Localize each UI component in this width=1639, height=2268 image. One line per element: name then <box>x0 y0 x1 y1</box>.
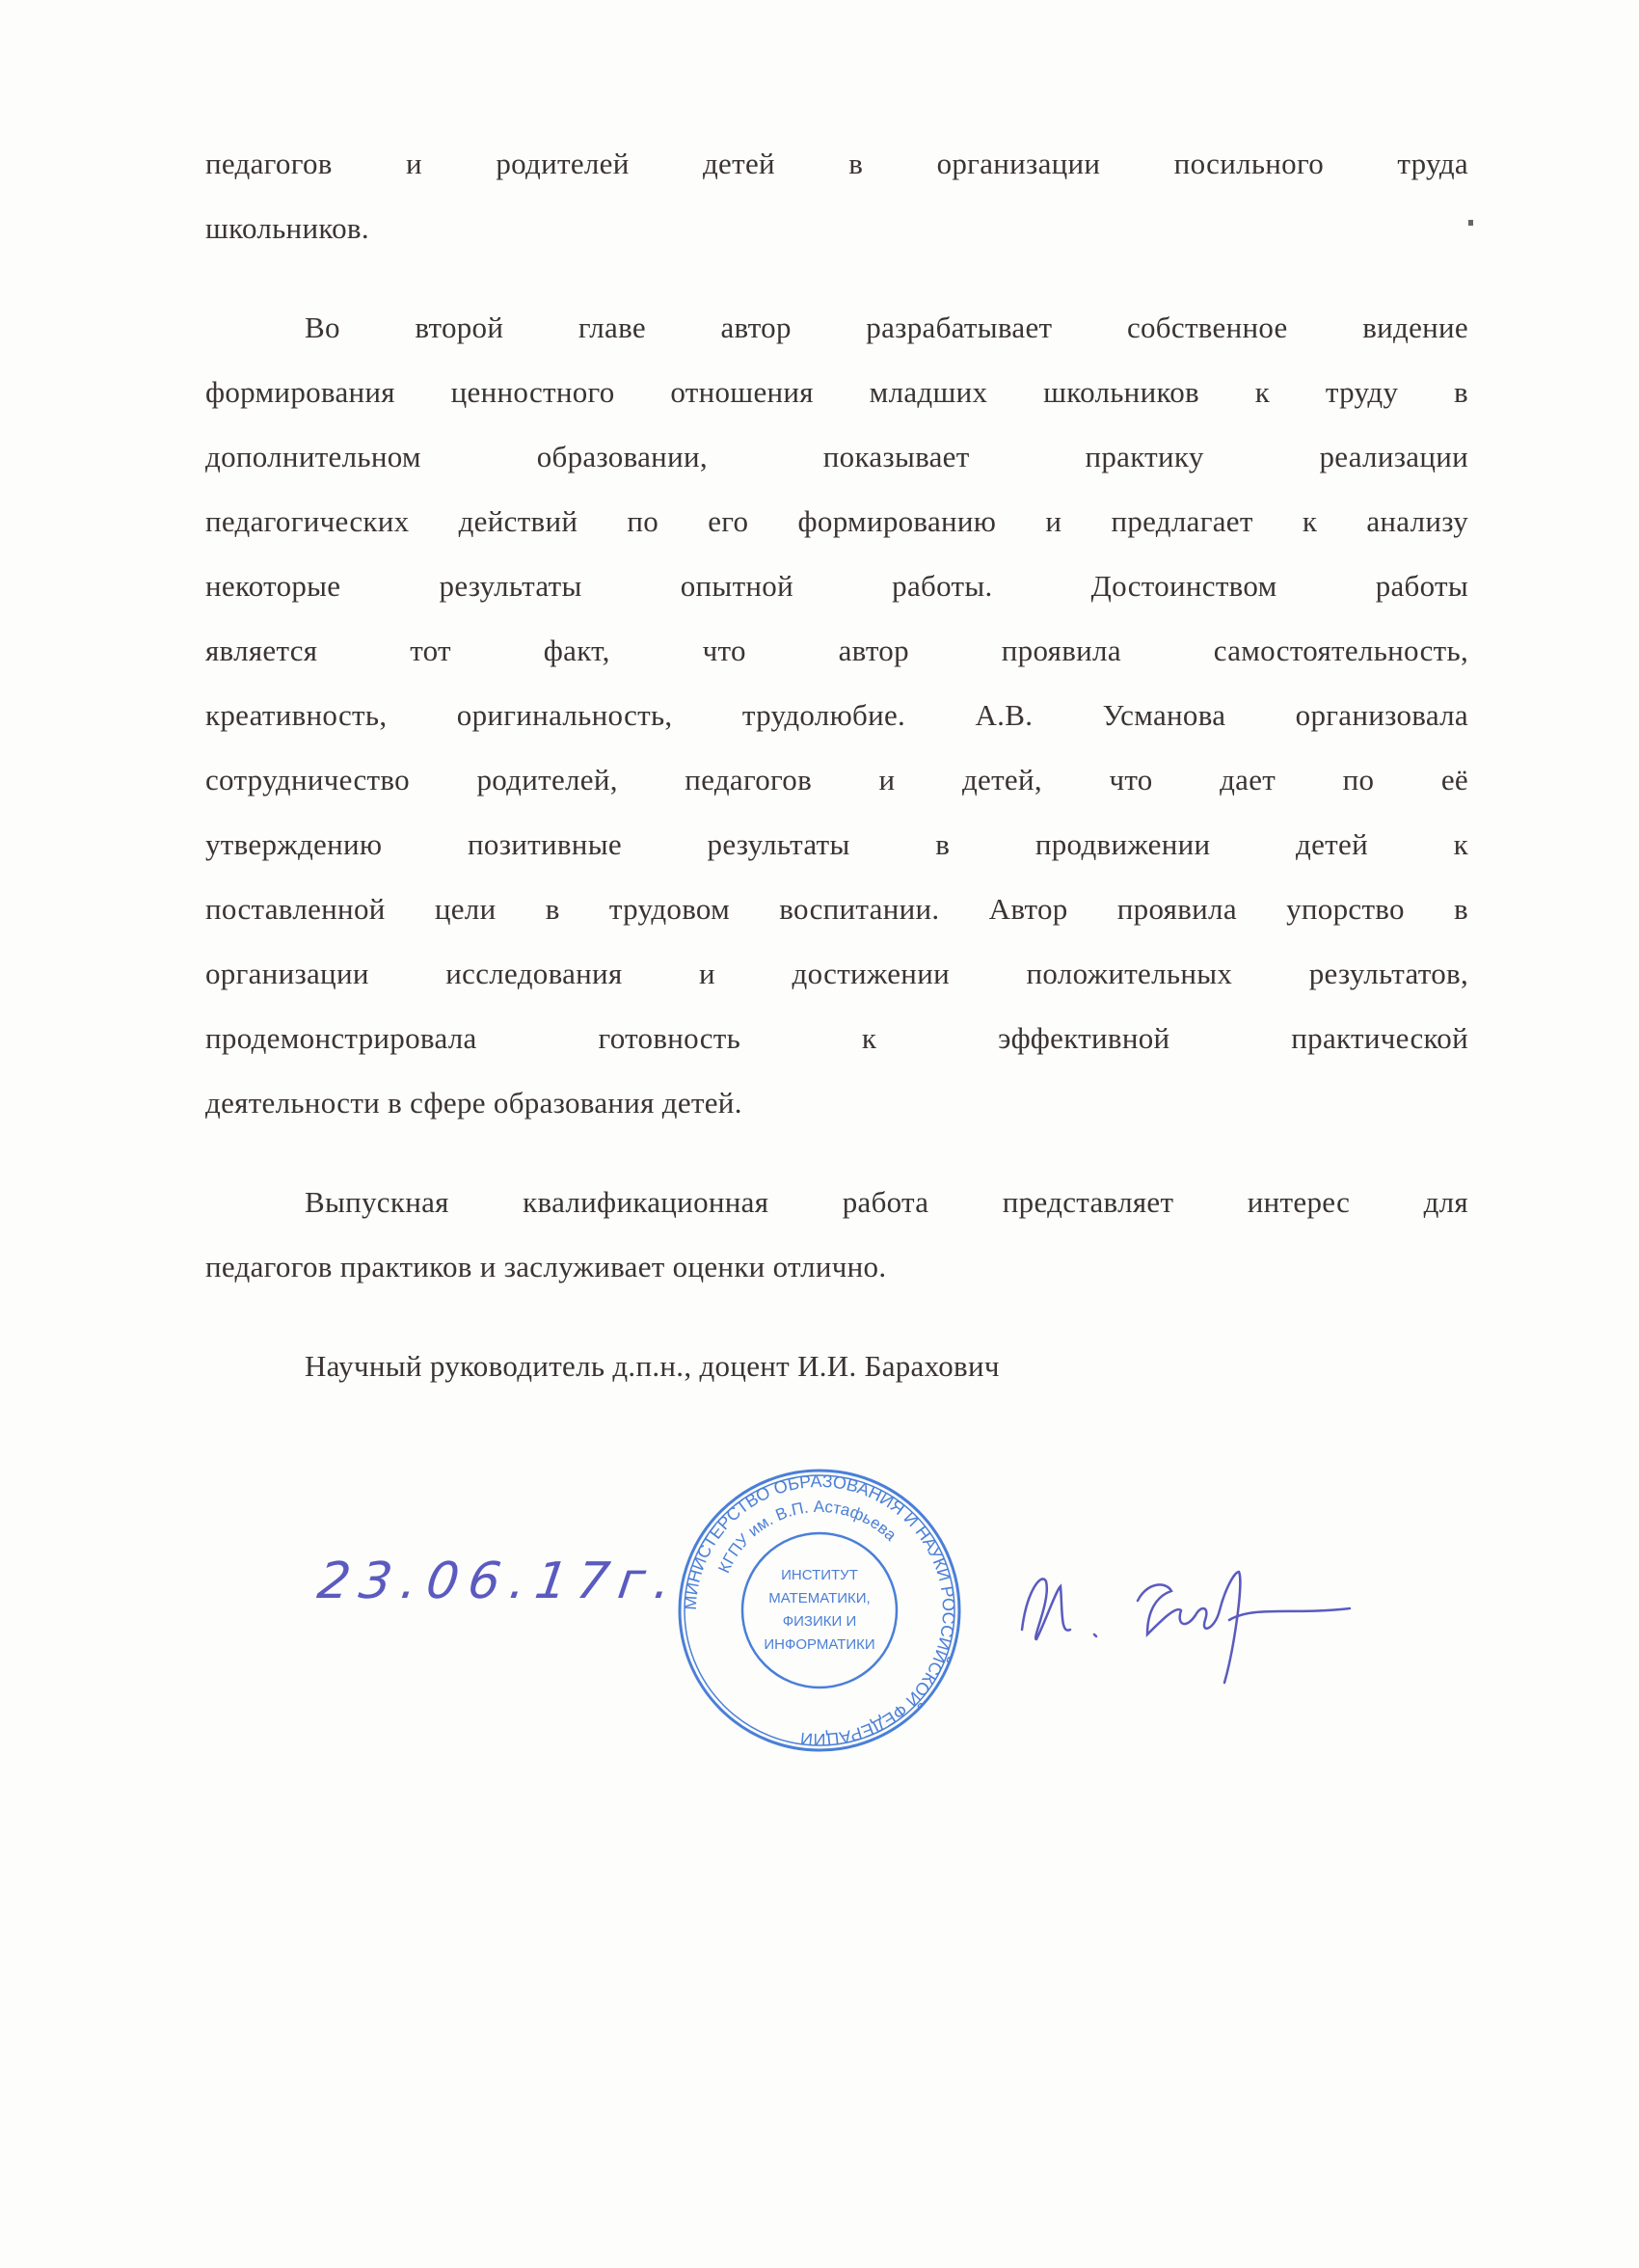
text-line: школьников. <box>205 211 369 245</box>
stamp-center-line: ФИЗИКИ И <box>782 1613 857 1630</box>
text-line: поставленной цели в трудовом воспитании. Автор проявила упорство в <box>205 892 1468 926</box>
stamp-middle-text: КГПУ им. В.П. Астафьева <box>714 1497 900 1577</box>
text-line: сотрудничество родителей, педагогов и детей, что дает по её <box>205 763 1468 796</box>
institution-stamp <box>675 1466 964 1755</box>
stamp-center-line: МАТЕМАТИКИ, <box>768 1590 871 1606</box>
supervisor-line: Научный руководитель д.п.н., доцент И.И. Барахович <box>305 1349 1000 1383</box>
text-line: формирования ценностного отношения младших школьников к труду в <box>205 375 1468 409</box>
text-line: продемонстрировала готовность к эффективной практической <box>205 1021 1468 1055</box>
text-line: утверждению позитивные результаты в продвижении детей к <box>205 827 1468 861</box>
signature <box>1003 1514 1388 1688</box>
text-line: организации исследования и достижении положительных результатов, <box>205 957 1468 990</box>
stamp-center-line: ИНФОРМАТИКИ <box>764 1636 875 1653</box>
handwritten-date: 23.06.17г. <box>313 1552 685 1610</box>
text-line: является тот факт, что автор проявила самостоятельность, <box>205 634 1468 667</box>
text-line: педагогических действий по его формированию и предлагает к анализу <box>205 504 1468 538</box>
document-page <box>205 145 1468 1412</box>
text-line: дополнительном образовании, показывает практику реализации <box>205 440 1468 473</box>
text-line: некоторые результаты опытной работы. Достоинством работы <box>205 569 1468 603</box>
text-line: креативность, оригинальность, трудолюбие. А.В. Усманова организовала <box>205 698 1468 732</box>
stamp-center-line: ИНСТИТУТ <box>781 1567 858 1583</box>
stamp-outer-text: МИНИСТЕРСТВО ОБРАЗОВАНИЯ И НАУКИ РОССИЙСКОЙ ФЕДЕРАЦИИ <box>680 1471 959 1750</box>
text-line: педагогов практиков и заслуживает оценки отлично. <box>205 1250 887 1283</box>
text-line: педагогов и родителей детей в организации посильного труда <box>205 147 1468 180</box>
text-line: Выпускная квалификационная работа представляет интерес для <box>305 1185 1468 1219</box>
scan-speck <box>1468 220 1473 226</box>
text-line: деятельности в сфере образования детей. <box>205 1086 742 1120</box>
text-line: Во второй главе автор разрабатывает собственное видение <box>305 310 1468 344</box>
